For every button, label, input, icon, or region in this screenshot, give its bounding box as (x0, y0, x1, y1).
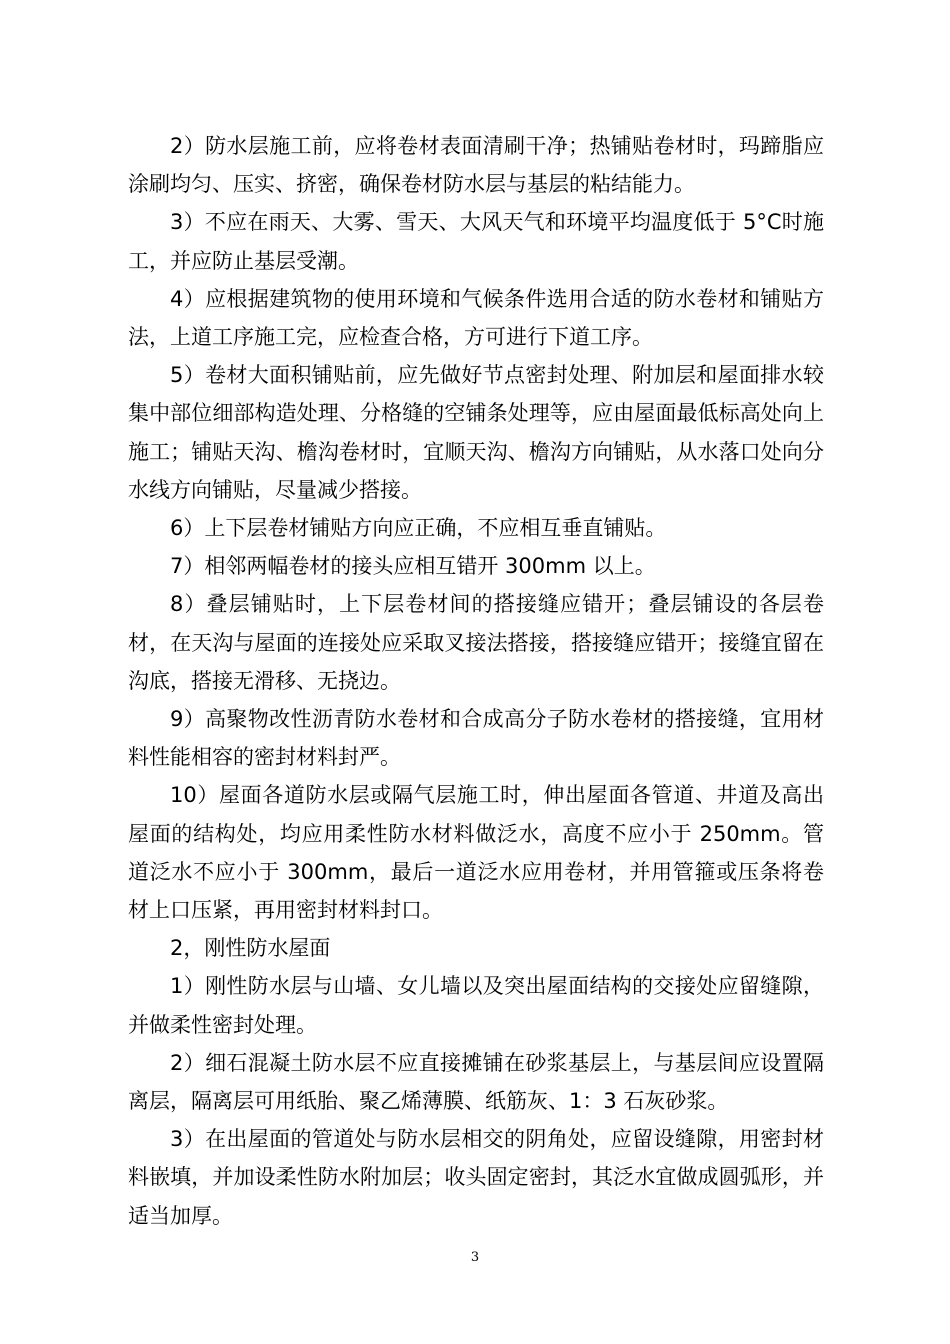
paragraph-item-2-prep: 2）防水层施工前，应将卷材表面清刷干净；热铺贴卷材时，玛蹄脂应涂刷均匀、压实、挤密，确保卷材防水层与基层的粘结能力。 (128, 134, 824, 197)
paragraph-rigid-item-3: 3）在出屋面的管道处与防水层相交的阴角处，应留设缝隙，用密封材料嵌填，并加设柔性防水附加层；收头固定密封，其泛水宜做成圆弧形，并适当加厚。 (128, 1127, 824, 1228)
paragraph-item-7-joints: 7）相邻两幅卷材的接头应相互错开 300mm 以上。 (170, 554, 656, 579)
paragraph-item-4-material-choice: 4）应根据建筑物的使用环境和气候条件选用合适的防水卷材和铺贴方法，上道工序施工完，应检查合格，方可进行下道工序。 (128, 286, 824, 350)
paragraph-item-8-layered: 8）叠层铺贴时，上下层卷材间的搭接缝应错开；叠层铺设的各层卷材，在天沟与屋面的连接处应采取叉接法搭接，搭接缝应错开；接缝宜留在沟底，搭接无滑移、无挠边。 (128, 592, 824, 693)
paragraph-item-3-weather: 3）不应在雨天、大雾、雪天、大风天气和环境平均温度低于 5°C时施工，并应防止基层受潮。 (128, 210, 824, 273)
section-heading-rigid-roof: 2，刚性防水屋面 (170, 936, 331, 961)
paragraph-rigid-item-2: 2）细石混凝土防水层不应直接摊铺在砂浆基层上，与基层间应设置隔离层，隔离层可用纸胎、聚乙烯薄膜、纸筋灰、1：3 石灰砂浆。 (128, 1050, 824, 1114)
paragraph-item-6-direction: 6）上下层卷材铺贴方向应正确，不应相互垂直铺贴。 (170, 516, 667, 541)
paragraph-item-9-seams: 9）高聚物改性沥青防水卷材和合成高分子防水卷材的搭接缝，宜用材料性能相容的密封材料封严。 (128, 707, 824, 770)
paragraph-rigid-item-1: 1）刚性防水层与山墙、女儿墙以及突出屋面结构的交接处应留缝隙，并做柔性密封处理。 (128, 974, 824, 1037)
body-text (128, 127, 824, 1235)
paragraph-item-10-flashing: 10）屋面各道防水层或隔气层施工时，伸出屋面各管道、井道及高出屋面的结构处，均应用柔性防水材料做泛水，高度不应小于 250mm。管道泛水不应小于 300mm，最后一道泛水应用卷材，并用管箍或压条将卷材上口压紧，再用密封材料封口。 (128, 783, 824, 923)
page-number: 3 (470, 1250, 480, 1265)
paragraph-item-5-large-area: 5）卷材大面积铺贴前，应先做好节点密封处理、附加层和屋面排水较集中部位细部构造处理、分格缝的空铺条处理等，应由屋面最低标高处向上施工；铺贴天沟、檐沟卷材时，宜顺天沟、檐沟方向铺贴，从水落口处向分水线方向铺贴，尽量减少搭接。 (128, 363, 824, 502)
